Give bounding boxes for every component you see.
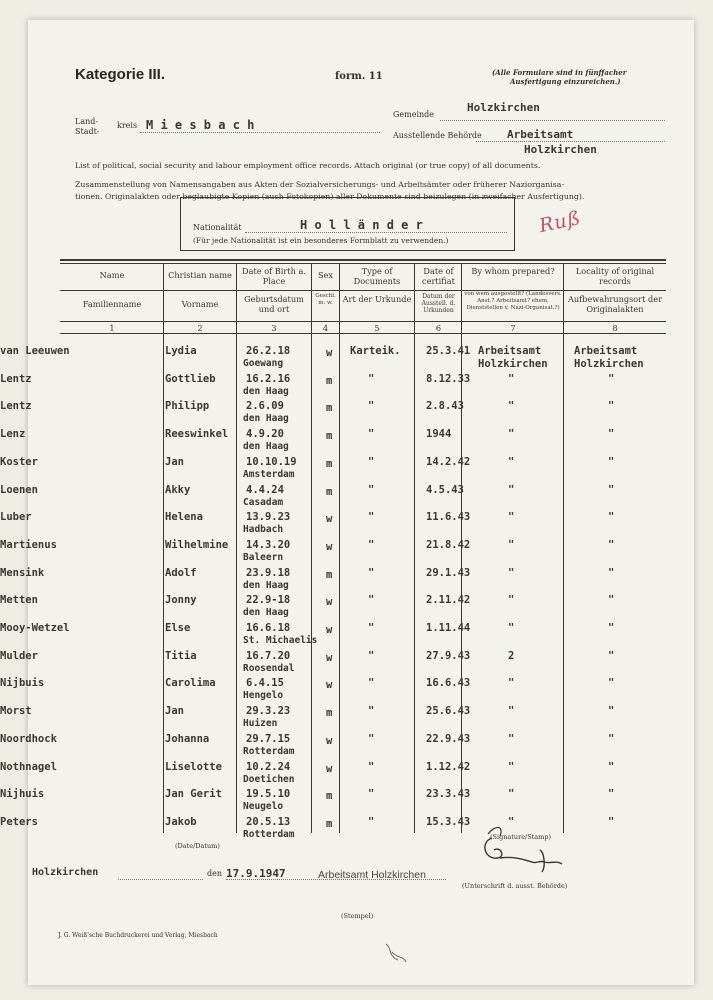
christian-name: Else bbox=[165, 622, 191, 634]
certificate-date: 14.2.42 bbox=[426, 455, 471, 468]
birth-date: 16.2.16 bbox=[246, 372, 291, 385]
birth-date: 10.2.24 bbox=[246, 760, 291, 773]
col-doc-en: Type of Documents bbox=[353, 266, 401, 286]
gemeinde-value: Holzkirchen bbox=[467, 101, 540, 114]
footer-date: 17.9.1947 bbox=[226, 867, 286, 880]
family-name: Luber bbox=[0, 511, 32, 524]
sex-value: w bbox=[326, 734, 333, 747]
christian-name: Helena bbox=[165, 511, 203, 524]
christian-name: Reeswinkel bbox=[165, 428, 229, 441]
col-birth-de: Geburtsdatum und ort bbox=[244, 294, 304, 314]
certificate-date: 11.6.43 bbox=[426, 511, 471, 524]
records-locality: " bbox=[608, 815, 615, 828]
col-num-6: 6 bbox=[435, 323, 442, 333]
col-name-de: Familienname bbox=[82, 299, 142, 309]
birth-place: Huizen bbox=[243, 718, 278, 730]
certificate-date: 8.12.33 bbox=[426, 372, 471, 385]
red-initials-mark: Ruß bbox=[537, 206, 584, 238]
family-name: Metten bbox=[0, 594, 38, 607]
birth-place: Casadam bbox=[243, 496, 284, 508]
certificate-date: 21.8.42 bbox=[426, 538, 471, 551]
certificate-date: 29.1.43 bbox=[426, 566, 471, 579]
christian-name: Philipp bbox=[165, 400, 210, 413]
sex-value: w bbox=[326, 651, 333, 664]
document-type: " bbox=[368, 428, 375, 441]
nationality-note: (Für jede Nationalität ist ein besonderes Formblatt zu verwenden.) bbox=[193, 236, 449, 245]
sex-value: w bbox=[326, 596, 333, 609]
prepared-by: " bbox=[508, 400, 515, 413]
birth-place: den Haag bbox=[243, 441, 289, 453]
certificate-date: 1.12.42 bbox=[426, 760, 471, 773]
land-label: Land- bbox=[75, 117, 99, 126]
col-num-4: 4 bbox=[322, 323, 329, 333]
birth-place: Amsterdam bbox=[243, 468, 295, 480]
birth-date: 16.7.20 bbox=[246, 649, 291, 662]
family-name: Peters bbox=[0, 815, 38, 828]
birth-place: Rotterdam bbox=[243, 828, 295, 840]
document-type: " bbox=[368, 732, 375, 745]
records-locality: " bbox=[608, 455, 615, 468]
family-name: Nijhuis bbox=[0, 788, 45, 801]
christian-name: Jan bbox=[165, 705, 184, 718]
certificate-date: 27.9.43 bbox=[426, 649, 471, 662]
prepared-by: " bbox=[508, 511, 515, 524]
birth-date: 10.10.19 bbox=[246, 455, 297, 468]
document-type: " bbox=[368, 372, 375, 385]
document-type: Karteik. bbox=[350, 345, 401, 357]
christian-name: Wilhelmine bbox=[165, 538, 229, 551]
col-doc-de: Art der Urkunde bbox=[342, 294, 412, 304]
document-type: " bbox=[368, 788, 375, 801]
christian-name: Jan Gerit bbox=[165, 788, 222, 801]
sex-value: m bbox=[326, 457, 333, 470]
family-name: Nijbuis bbox=[0, 677, 45, 690]
family-name: Koster bbox=[0, 455, 38, 468]
document-type: " bbox=[368, 677, 375, 690]
family-name: Lenz bbox=[0, 428, 26, 441]
sex-value: w bbox=[326, 762, 333, 775]
sex-value: m bbox=[326, 374, 333, 387]
birth-date: 23.9.18 bbox=[246, 566, 291, 579]
certificate-date: 25.6.43 bbox=[426, 705, 471, 718]
kreis-label: kreis bbox=[117, 121, 138, 130]
printer-imprint: J. G. Weiß'sche Buchdruckerei und Verlag, Miesbach bbox=[58, 932, 218, 939]
records-locality: " bbox=[608, 428, 615, 441]
birth-date: 29.7.15 bbox=[246, 732, 291, 745]
family-name: Mulder bbox=[0, 649, 38, 662]
col-christian-en: Christian name bbox=[168, 270, 232, 280]
kreis-value: M i e s b a c h bbox=[146, 118, 255, 132]
prepared-by: " bbox=[508, 732, 515, 745]
authority-signature-label: (Unterschrift d. ausst. Behörde) bbox=[462, 882, 568, 890]
sex-value: m bbox=[326, 485, 333, 498]
certificate-date: 2.11.42 bbox=[426, 594, 471, 607]
category-title: Kategorie III. bbox=[75, 66, 166, 83]
document-type: " bbox=[368, 511, 375, 524]
document-type: " bbox=[368, 622, 375, 634]
records-locality: " bbox=[608, 705, 615, 718]
document-type: " bbox=[368, 649, 375, 662]
document-type: " bbox=[368, 566, 375, 579]
christian-name: Johanna bbox=[165, 732, 210, 745]
certificate-date: 4.5.43 bbox=[426, 483, 464, 496]
records-locality: " bbox=[608, 622, 615, 634]
christian-name: Lydia bbox=[165, 345, 197, 357]
col-by-en: By whom prepared? bbox=[471, 266, 555, 276]
col-cert-en: Date of certifiat bbox=[422, 266, 455, 286]
records-locality: " bbox=[608, 483, 615, 496]
records-locality: " bbox=[608, 732, 615, 745]
christian-name: Liselotte bbox=[165, 760, 222, 773]
birth-place: Baleern bbox=[243, 551, 284, 563]
german-instructions-1: Zusammenstellung von Namensangaben aus Akten der Sozialversicherungs- und Arbeitsämter oder früherer Naziorganisa- bbox=[75, 180, 565, 189]
sex-value: w bbox=[326, 679, 333, 692]
birth-place: Hadbach bbox=[243, 524, 284, 536]
nationality-value: H o l l ä n d e r bbox=[300, 218, 423, 232]
document-type: " bbox=[368, 760, 375, 773]
sex-value: m bbox=[326, 402, 333, 415]
birth-date: 14.3.20 bbox=[246, 538, 291, 551]
sex-value: w bbox=[326, 540, 333, 553]
col-sex-en: Sex bbox=[317, 270, 334, 280]
records-locality: " bbox=[608, 538, 615, 551]
col-num-5: 5 bbox=[374, 323, 380, 333]
birth-date: 4.9.20 bbox=[246, 428, 284, 441]
certificate-date: 16.6.43 bbox=[426, 677, 471, 690]
english-instructions: List of political, social security and labour employment office records. Attach original (or true copy) of all documents. bbox=[75, 161, 541, 170]
records-locality: " bbox=[608, 566, 615, 579]
col-by-de: von wem ausgestellt? (Landesvers. Anst.? Arbeitsamt? ehem. Dienststellen v. Nazi-Organisat.?) bbox=[464, 291, 562, 311]
copies-note-2: Ausfertigung einzureichen.) bbox=[510, 77, 621, 86]
certificate-date: 22.9.43 bbox=[426, 732, 471, 745]
pencil-mark bbox=[378, 938, 418, 968]
birth-place: Goewang bbox=[243, 358, 284, 369]
behoerde-label: Ausstellende Behörde bbox=[393, 131, 482, 140]
prepared-by: " bbox=[508, 788, 515, 801]
copies-note-1: (Alle Formulare sind in fünffacher bbox=[492, 68, 627, 77]
prepared-by: " bbox=[508, 622, 515, 634]
document-type: " bbox=[368, 455, 375, 468]
christian-name: Gottlieb bbox=[165, 372, 216, 385]
gemeinde-label: Gemeinde bbox=[393, 110, 435, 119]
col-cert-de: Datum der Ausstell. d. Urkunden bbox=[421, 293, 456, 314]
christian-name: Adolf bbox=[165, 566, 197, 579]
sex-value: w bbox=[326, 513, 333, 526]
birth-place: den Haag bbox=[243, 413, 289, 425]
birth-place: St. Michaelis bbox=[243, 635, 318, 646]
col-num-7: 7 bbox=[510, 323, 516, 333]
family-name: Mooy-Wetzel bbox=[0, 622, 70, 634]
records-locality-line2: Holzkirchen bbox=[574, 358, 644, 370]
birth-date: 4.4.24 bbox=[246, 483, 284, 496]
birth-place: Rotterdam bbox=[243, 745, 295, 757]
christian-name: Carolima bbox=[165, 677, 216, 690]
prepared-by: Arbeitsamt bbox=[478, 345, 542, 357]
family-name: Lentz bbox=[0, 372, 32, 385]
birth-date: 16.6.18 bbox=[246, 622, 291, 634]
birth-place: den Haag bbox=[243, 579, 289, 591]
birth-place: den Haag bbox=[243, 385, 289, 397]
document-type: " bbox=[368, 538, 375, 551]
records-locality: Arbeitsamt bbox=[574, 345, 638, 357]
certificate-date: 1944 bbox=[426, 428, 452, 441]
prepared-by: " bbox=[508, 372, 515, 385]
prepared-by: " bbox=[508, 760, 515, 773]
prepared-by: " bbox=[508, 483, 515, 496]
col-name-en: Name bbox=[99, 270, 125, 280]
footer-den: den bbox=[207, 869, 223, 878]
birth-date: 13.9.23 bbox=[246, 511, 291, 524]
christian-name: Jakob bbox=[165, 815, 197, 828]
records-locality: " bbox=[608, 594, 615, 607]
records-locality: " bbox=[608, 760, 615, 773]
birth-date: 19.5.10 bbox=[246, 788, 291, 801]
birth-place: Hengelo bbox=[243, 690, 284, 702]
certificate-date: 25.3.41 bbox=[426, 345, 471, 357]
col-locality-en: Locality of original records bbox=[575, 266, 655, 286]
family-name: Morst bbox=[0, 705, 32, 718]
prepared-by: " bbox=[508, 705, 515, 718]
col-christian-de: Vorname bbox=[181, 299, 219, 309]
prepared-by: " bbox=[508, 815, 515, 828]
birth-date: 22.9-18 bbox=[246, 594, 291, 607]
birth-place: Neugelo bbox=[243, 801, 284, 813]
document-type: " bbox=[368, 483, 375, 496]
prepared-by: " bbox=[508, 566, 515, 579]
document-type: " bbox=[368, 400, 375, 413]
nationality-label: Nationalität bbox=[193, 223, 242, 232]
prepared-by: " bbox=[508, 594, 515, 607]
certificate-date: 2.8.43 bbox=[426, 400, 464, 413]
birth-place: Roosendal bbox=[243, 662, 295, 674]
behoerde-value-2: Holzkirchen bbox=[524, 143, 597, 156]
certificate-date: 15.3.43 bbox=[426, 815, 471, 828]
document-type: " bbox=[368, 705, 375, 718]
family-name: Loenen bbox=[0, 483, 38, 496]
family-name: van Leeuwen bbox=[0, 345, 70, 357]
prepared-by: 2 bbox=[508, 649, 515, 662]
sex-value: w bbox=[326, 347, 333, 359]
prepared-by: " bbox=[508, 428, 515, 441]
birth-date: 29.3.23 bbox=[246, 705, 291, 718]
family-name: Noordhock bbox=[0, 732, 57, 745]
signature-stamp-label: (Signature/Stamp) bbox=[490, 833, 552, 841]
records-locality: " bbox=[608, 400, 615, 413]
sex-value: m bbox=[326, 568, 333, 581]
german-instructions-2: tionen. Originalakten oder beglaubigte Kopien (auch Fotokopien) aller Dokumente sind beizulegen (in zweifacher Ausfertigung). bbox=[75, 192, 585, 201]
prepared-by-line2: Holzkirchen bbox=[478, 358, 548, 370]
handwritten-signature bbox=[470, 820, 580, 880]
prepared-by: " bbox=[508, 455, 515, 468]
col-num-8: 8 bbox=[612, 323, 618, 333]
family-name: Mensink bbox=[0, 566, 45, 579]
christian-name: Akky bbox=[165, 483, 191, 496]
prepared-by: " bbox=[508, 538, 515, 551]
records-locality: " bbox=[608, 788, 615, 801]
form-number: form. 11 bbox=[335, 71, 383, 82]
prepared-by: " bbox=[508, 677, 515, 690]
date-label: (Date/Datum) bbox=[175, 842, 220, 850]
christian-name: Jan bbox=[165, 455, 184, 468]
birth-date: 26.2.18 bbox=[246, 345, 291, 357]
sex-value: m bbox=[326, 817, 333, 830]
document-type: " bbox=[368, 815, 375, 828]
birth-place: Doetichen bbox=[243, 773, 295, 785]
family-name: Nothnagel bbox=[0, 760, 57, 773]
stempel-label: (Stempel) bbox=[341, 912, 374, 920]
certificate-date: 23.3.43 bbox=[426, 788, 471, 801]
behoerde-value-1: Arbeitsamt bbox=[507, 128, 574, 141]
records-locality: " bbox=[608, 677, 615, 690]
sex-value: w bbox=[326, 624, 333, 636]
col-num-1: 1 bbox=[109, 323, 115, 333]
christian-name: Jonny bbox=[165, 594, 197, 607]
sex-value: m bbox=[326, 790, 333, 803]
birth-date: 6.4.15 bbox=[246, 677, 284, 690]
records-locality: " bbox=[608, 511, 615, 524]
birth-date: 20.5.13 bbox=[246, 815, 291, 828]
col-sex-de: Geschl. m. w. bbox=[315, 293, 336, 306]
col-birth-en: Date of Birth a. Place bbox=[242, 266, 306, 286]
stadt-label: Stadt- bbox=[75, 127, 100, 136]
col-num-2: 2 bbox=[197, 323, 203, 333]
records-locality: " bbox=[608, 372, 615, 385]
col-num-3: 3 bbox=[271, 323, 277, 333]
christian-name: Titia bbox=[165, 649, 197, 662]
document-type: " bbox=[368, 594, 375, 607]
sex-value: m bbox=[326, 430, 333, 443]
certificate-date: 1.11.44 bbox=[426, 622, 471, 634]
family-name: Lentz bbox=[0, 400, 32, 413]
footer-city: Holzkirchen bbox=[32, 867, 99, 878]
col-locality-de: Aufbewahrungsort der Originalakten bbox=[567, 294, 663, 314]
birth-date: 2.6.09 bbox=[246, 400, 284, 413]
sex-value: m bbox=[326, 707, 333, 720]
records-locality: " bbox=[608, 649, 615, 662]
birth-place: den Haag bbox=[243, 607, 289, 619]
office-stamp: Arbeitsamt Holzkirchen bbox=[318, 869, 426, 881]
family-name: Martienus bbox=[0, 538, 57, 551]
